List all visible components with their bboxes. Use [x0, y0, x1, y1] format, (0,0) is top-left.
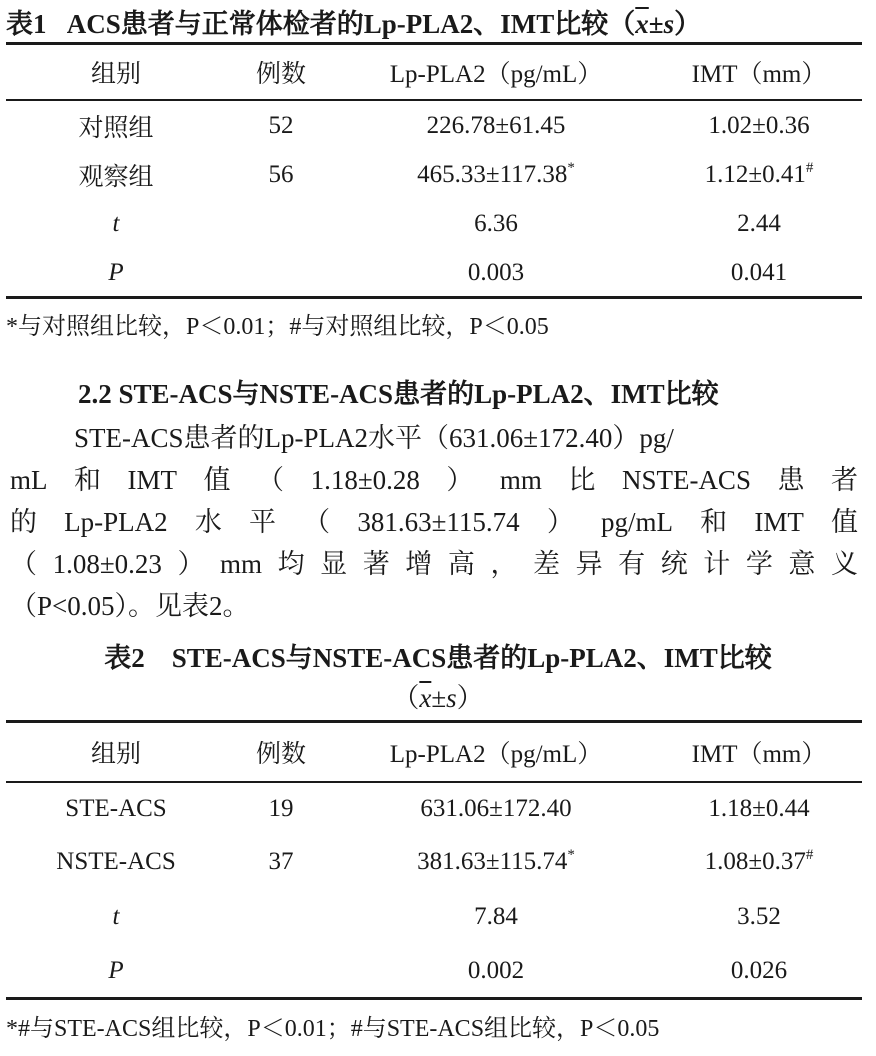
plus-minus: ±	[431, 683, 447, 713]
cell-imt: 2.44	[737, 209, 781, 237]
paragraph-line: STE-ACS患者的Lp-PLA2水平（631.06±172.40）pg/	[74, 423, 674, 453]
table2-caption: 表2 STE-ACS与NSTE-ACS患者的Lp-PLA2、IMT比较	[104, 643, 772, 673]
cell-lp-pla2: 381.63±115.74*	[417, 847, 575, 875]
cell-lp-pla2: 226.78±61.45	[426, 111, 566, 139]
cell-count	[226, 945, 336, 997]
table-row	[6, 199, 862, 248]
cell-group: P	[108, 957, 124, 984]
cell-count	[226, 248, 336, 297]
header-imt: IMT（mm）	[691, 741, 827, 768]
cell-group: STE-ACS	[65, 795, 167, 822]
table1-footnote: *与对照组比较，P＜0.01；#与对照组比较，P＜0.05	[6, 314, 549, 340]
cell-imt: 1.12±0.41#	[704, 159, 814, 188]
table1-header-row	[6, 46, 862, 98]
table1-body	[6, 101, 862, 297]
sd-symbol: s	[663, 9, 675, 39]
cell-group: NSTE-ACS	[56, 848, 176, 875]
cell-lp-pla2: 6.36	[474, 209, 518, 237]
table-row	[6, 835, 862, 889]
table-row	[6, 889, 862, 945]
cell-count: 56	[268, 160, 294, 188]
cell-lp-pla2: 631.06±172.40	[420, 795, 572, 822]
header-imt: IMT（mm）	[691, 61, 827, 88]
cell-group: t	[112, 209, 120, 237]
cell-group: t	[112, 903, 120, 930]
mean-symbol: $\overline{x}$	[419, 683, 432, 713]
table2-caption-sub: $(\overline{x}\pm s)$	[392, 683, 484, 713]
cell-imt: 1.08±0.37#	[704, 847, 814, 875]
paragraph-line: 的Lp-PLA2水平（381.63±115.74）pg/mL和IMT值	[10, 507, 858, 537]
cell-count: 19	[268, 795, 294, 822]
cell-count	[226, 889, 336, 945]
table2-bottom-rule	[6, 997, 862, 1000]
table-row	[6, 248, 862, 297]
cell-group: P	[108, 258, 124, 286]
paragraph-line: （1.08±0.23）mm均显著增高，差异有统计学意义	[10, 549, 858, 579]
section-heading: 2.2 STE-ACS与NSTE-ACS患者的Lp-PLA2、IMT比较	[78, 379, 719, 409]
table-row	[6, 150, 862, 199]
paragraph-line: （P<0.05）。见表2。	[10, 591, 250, 621]
plus-minus: ±	[648, 9, 664, 39]
table1-caption-text: ACS患者与正常体检者的Lp-PLA2、IMT比较（	[66, 9, 636, 39]
sd-symbol: s	[446, 683, 457, 713]
cell-imt: 3.52	[737, 903, 781, 930]
table2-body	[6, 783, 862, 997]
header-lp-pla2: Lp-PLA2（pg/mL）	[389, 61, 603, 88]
header-count: 例数	[255, 741, 306, 768]
table1	[6, 46, 862, 98]
cell-imt: 1.02±0.36	[708, 111, 810, 139]
table1-top-rule	[6, 42, 862, 45]
paragraph-line: mL和IMT值（1.18±0.28）mm比NSTE-ACS患者	[10, 465, 858, 495]
cell-lp-pla2: 0.003	[467, 258, 525, 286]
header-group: 组别	[90, 741, 141, 768]
header-count: 例数	[255, 61, 306, 88]
cell-lp-pla2: 465.33±117.38*	[417, 159, 575, 188]
table-row	[6, 945, 862, 997]
cell-group: 观察组	[78, 163, 154, 191]
cell-imt: 1.18±0.44	[708, 795, 810, 822]
table-row	[6, 101, 862, 150]
table1-caption-prefix: 表1	[6, 9, 47, 39]
table2-footnote: *#与STE-ACS组比较，P＜0.01；#与STE-ACS组比较，P＜0.05	[6, 1016, 660, 1042]
header-group: 组别	[90, 61, 141, 88]
table-row	[6, 783, 862, 835]
table1-caption-close: ）	[674, 9, 702, 39]
cell-group: 对照组	[78, 114, 154, 142]
table2-header-row	[6, 724, 862, 780]
header-lp-pla2: Lp-PLA2（pg/mL）	[389, 741, 603, 768]
table2-top-rule	[6, 720, 862, 723]
mean-symbol: $\overline{x}$	[635, 9, 649, 39]
table2	[6, 724, 862, 780]
cell-lp-pla2: 0.002	[467, 957, 525, 984]
cell-count: 52	[268, 111, 294, 139]
table1-bottom-rule	[6, 296, 862, 299]
cell-count	[226, 199, 336, 248]
cell-count: 37	[268, 848, 294, 875]
table1-caption	[6, 2, 876, 41]
cell-imt: 0.026	[730, 957, 788, 984]
cell-lp-pla2: 7.84	[474, 903, 518, 930]
cell-imt: 0.041	[730, 258, 788, 286]
